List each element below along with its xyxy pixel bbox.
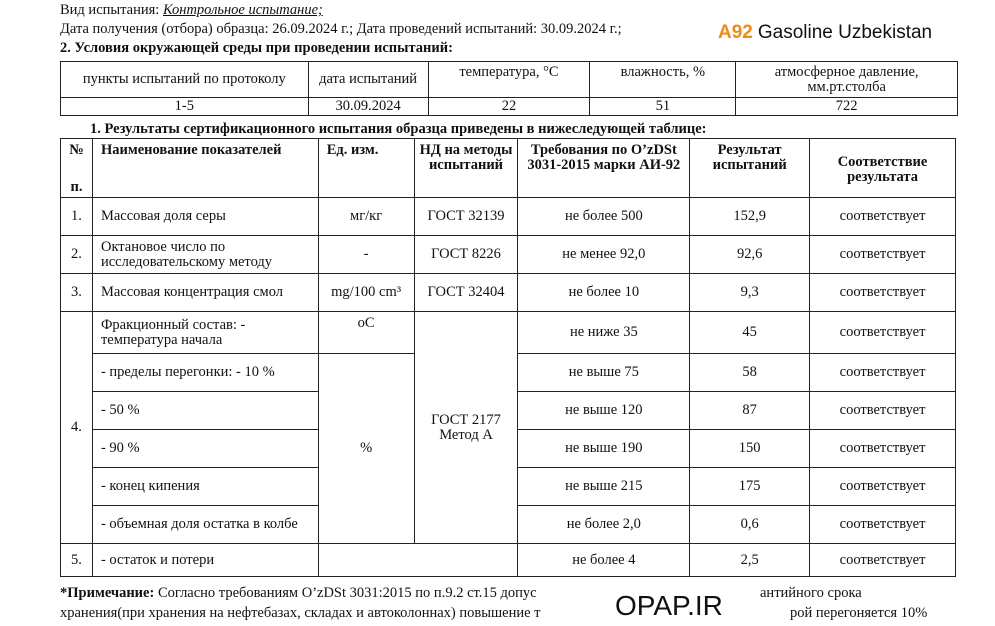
row-unit: мг/кг	[318, 198, 414, 236]
env-value-points: 1-5	[61, 98, 309, 116]
note-line1-end: антийного срока	[760, 585, 862, 601]
results-table	[60, 138, 956, 577]
row-name: - конец кипения	[92, 468, 318, 506]
note-label: *Примечание:	[60, 585, 155, 601]
row-unit: mg/100 cm³	[318, 274, 414, 312]
results-title: 1. Результаты сертификационного испытания образца приведены в нижеследующей таблице:	[90, 121, 707, 137]
fuel-tag-text: Gasoline Uzbekistan	[757, 22, 933, 43]
env-header-pressure: атмосферное давление, мм.рт.столба	[736, 62, 958, 98]
row-result: 45	[690, 312, 810, 354]
row-compliance: соответствует	[810, 312, 956, 354]
row-result: 150	[690, 430, 810, 468]
row-name: - объемная доля остатка в колбе	[92, 506, 318, 544]
row-compliance: соответствует	[810, 430, 956, 468]
row-requirement: не более 4	[518, 544, 690, 577]
row-compliance: соответствует	[810, 506, 956, 544]
note-line-2: хранения(при хранения на нефтебазах, складах и автоколоннах) повышение т	[60, 605, 541, 621]
row-num: 2.	[61, 236, 93, 274]
row-method: ГОСТ 8226	[414, 236, 518, 274]
env-header-temperature: температура, °С	[428, 62, 590, 98]
row-result: 2,5	[690, 544, 810, 577]
header-result: Результат испытаний	[690, 139, 810, 198]
row-requirement: не более 10	[518, 274, 690, 312]
row-method: ГОСТ 2177 Метод А	[414, 312, 518, 544]
environment-table	[60, 61, 958, 116]
env-header-humidity: влажность, %	[590, 62, 736, 98]
row-name: - пределы перегонки: - 10 %	[92, 354, 318, 392]
table-row	[61, 544, 956, 577]
row-result: 9,3	[690, 274, 810, 312]
row-requirement: не выше 215	[518, 468, 690, 506]
row-compliance: соответствует	[810, 274, 956, 312]
table-row	[61, 236, 956, 274]
row-unit: -	[318, 236, 414, 274]
row-compliance: соответствует	[810, 468, 956, 506]
row-result: 58	[690, 354, 810, 392]
results-header-row	[61, 139, 956, 198]
environment-value-row	[61, 98, 958, 116]
row-result: 152,9	[690, 198, 810, 236]
row-result: 87	[690, 392, 810, 430]
row-requirement: не более 2,0	[518, 506, 690, 544]
header-unit: Ед. изм.	[318, 139, 414, 198]
row-compliance: соответствует	[810, 354, 956, 392]
env-header-date: дата испытаний	[308, 62, 428, 98]
row-num: 3.	[61, 274, 93, 312]
env-header-points: пункты испытаний по протоколу	[61, 62, 309, 98]
row-method: ГОСТ 32139	[414, 198, 518, 236]
section2-title: 2. Условия окружающей среды при проведении испытаний:	[60, 40, 453, 56]
environment-header-row	[61, 62, 958, 98]
row-name: - остаток и потери	[92, 544, 318, 577]
header-requirement: Требования по O’zDSt 3031-2015 марки АИ-92	[518, 139, 690, 198]
row-compliance: соответствует	[810, 198, 956, 236]
watermark: OPAP.IR	[611, 590, 727, 622]
row-requirement: не менее 92,0	[518, 236, 690, 274]
header-num-bottom: п.	[70, 179, 83, 195]
row-result: 175	[690, 468, 810, 506]
row-compliance: соответствует	[810, 392, 956, 430]
table-row	[61, 198, 956, 236]
row-unit: %	[318, 354, 414, 544]
row-compliance: соответствует	[810, 544, 956, 577]
row-result: 92,6	[690, 236, 810, 274]
env-value-date: 30.09.2024	[308, 98, 428, 116]
row-name: Массовая концентрация смол	[92, 274, 318, 312]
test-type-label: Вид испытания:	[60, 2, 160, 18]
row-name: Фракционный состав: - температура начала	[92, 312, 318, 354]
row-num: 1.	[61, 198, 93, 236]
row-requirement: не выше 75	[518, 354, 690, 392]
table-row	[61, 312, 956, 354]
note-line2-end: рой перегоняется 10%	[790, 605, 928, 621]
table-row	[61, 274, 956, 312]
env-value-pressure: 722	[736, 98, 958, 116]
fuel-code: A92	[718, 22, 753, 43]
row-name: - 90 %	[92, 430, 318, 468]
row-num: 4.	[61, 312, 93, 544]
fuel-tag	[718, 22, 932, 44]
row-empty	[318, 544, 518, 577]
row-requirement: не выше 120	[518, 392, 690, 430]
row-name: Октановое число по исследовательскому методу	[92, 236, 318, 274]
row-num: 5.	[61, 544, 93, 577]
test-type-value: Контрольное испытание;	[162, 2, 323, 18]
row-unit: oC	[318, 312, 414, 354]
header-num-top: №	[69, 142, 84, 158]
env-value-temperature: 22	[428, 98, 590, 116]
test-type-line	[60, 2, 323, 19]
env-value-humidity: 51	[590, 98, 736, 116]
row-method: ГОСТ 32404	[414, 274, 518, 312]
row-requirement: не ниже 35	[518, 312, 690, 354]
header-name: Наименование показателей	[92, 139, 318, 198]
row-name: Массовая доля серы	[92, 198, 318, 236]
row-requirement: не более 500	[518, 198, 690, 236]
header-method: НД на методы испытаний	[414, 139, 518, 198]
row-compliance: соответствует	[810, 236, 956, 274]
dates-line: Дата получения (отбора) образца: 26.09.2024 г.; Дата проведений испытаний: 30.09.2024 г.;	[60, 21, 622, 37]
header-compliance: Соответствие результата	[810, 139, 956, 198]
row-requirement: не выше 190	[518, 430, 690, 468]
header-num	[61, 139, 93, 198]
note-line-1	[60, 585, 537, 602]
row-result: 0,6	[690, 506, 810, 544]
note-line1-text: Согласно требованиям O’zDSt 3031:2015 по п.9.2 ст.15 допус	[157, 585, 537, 601]
row-name: - 50 %	[92, 392, 318, 430]
